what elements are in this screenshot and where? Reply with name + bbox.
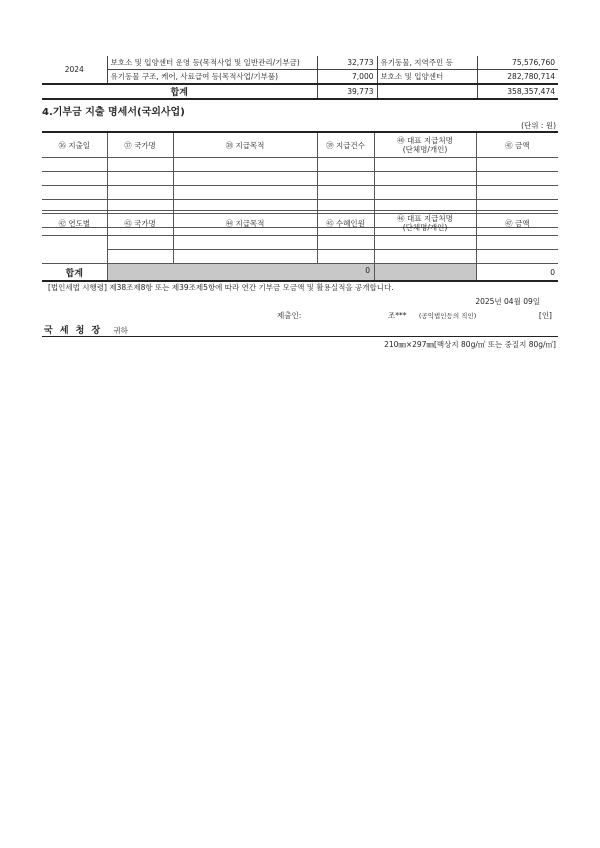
usage-count-cell: 32,773 [317,56,377,70]
col-header-year: ㊷ 연도별 [42,211,107,236]
table-header-row [42,211,558,236]
col-header-country: ㊸ 국가명 [107,211,173,236]
col-header-beneficiaries: ㊺ 수혜인원 [317,211,374,236]
usage-amount-cell: 75,576,760 [477,56,558,70]
table-row [42,172,558,186]
year-cell: 2024 [42,56,107,84]
table-total-label: 합계 [42,264,107,282]
footer-divider [42,336,558,337]
table-header-row [42,132,558,158]
total-recipient-empty [377,84,477,99]
table-total-count: 0 [365,266,370,275]
total-row [42,264,558,282]
usage-desc-cell: 보호소 및 입양센터 운영 등(목적사업 및 일반관리/기부금) [107,56,317,70]
table-row [42,250,558,264]
table-row [42,236,558,250]
donation-usage-table [42,56,558,100]
seal-mark: [인] [538,311,552,320]
paper-spec: 210㎜×297㎜[백상지 80g/㎡ 또는 중질지 80g/㎡] [384,340,556,349]
col-header-country: ㊲ 국가명 [107,132,173,158]
usage-desc-cell: 유기동물 구조, 케어, 사료급여 등(목적사업/기부품) [107,70,317,85]
total-amount: 358,357,474 [477,84,558,99]
unit-label: (단위 : 원) [521,121,556,130]
submission-date: 2025년 04월 09일 [475,297,540,306]
legal-notice: [법인세법 시행령] 제38조제8항 또는 제39조제5항에 따라 연간 기부금 모금액 및 활용실적을 공개합니다. [48,283,394,292]
recipient-name: 국 세 청 장 [44,326,103,336]
col-header-purpose: ㊳ 지급목적 [173,132,317,158]
usage-recipient-cell: 보호소 및 입양센터 [377,70,477,85]
usage-recipient-cell: 유기동물, 지역주민 등 [377,56,477,70]
shaded-cell [374,264,476,282]
col-header-payee: ㊵ 대표 지급처명 (단체명/개인) [374,132,476,158]
recipient [44,323,128,336]
total-count: 39,773 [317,84,377,99]
yearly-expense-table [42,210,558,282]
submitter [388,310,476,321]
table-row [42,158,558,172]
col-header-count: ㊴ 지급건수 [317,132,374,158]
recipient-suffix: 귀하 [113,326,128,335]
section-title: 4.기부금 지출 명세서(국외사업) [42,107,185,118]
col-header-payee: ㊻ 대표 지급처명 (단체명/개인) [374,211,476,236]
submitter-note: (공익법인등의 직인) [418,312,477,320]
col-header-amount: ㊶ 금액 [476,132,558,158]
table-row [42,186,558,200]
col-header-purpose: ㊹ 지급목적 [173,211,317,236]
total-label: 합계 [42,84,317,99]
submitter-label: 제출인: [277,311,302,320]
table-total-amount: 0 [476,264,558,282]
submitter-name: 조*** [388,311,407,320]
usage-count-cell: 7,000 [317,70,377,85]
col-header-date: ㊱ 지출일 [42,132,107,158]
col-header-amount: ㊼ 금액 [476,211,558,236]
usage-amount-cell: 282,780,714 [477,70,558,85]
